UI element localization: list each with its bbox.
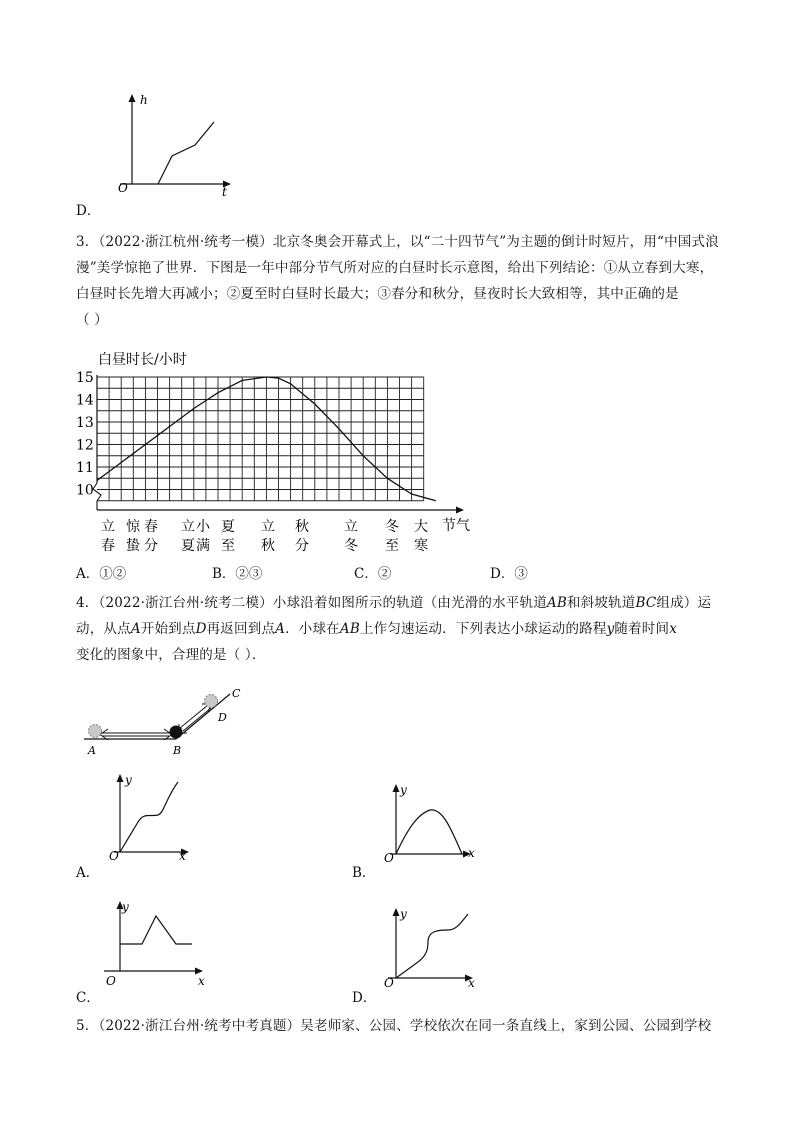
q3-option-b-value: ②③ bbox=[235, 566, 263, 582]
x-tick-label-bottom: 满 bbox=[196, 538, 210, 554]
x-tick-label-top: 春 bbox=[144, 519, 158, 535]
chart-x-axis-label: 节气 bbox=[442, 518, 470, 534]
q4-option-a-label[interactable]: A． bbox=[76, 865, 100, 881]
chart-x-labels bbox=[101, 518, 428, 554]
q4-option-a-graph bbox=[100, 770, 200, 860]
x-tick-label-top: 大 bbox=[414, 519, 428, 535]
q4-stem-1a: 小球沿着如图所示的轨道（由光滑的水平轨道 bbox=[272, 595, 547, 611]
q3-option-d-label: D． bbox=[490, 566, 515, 582]
q4-stem-2c: 再返回到点 bbox=[206, 621, 276, 637]
y-axis-arrow bbox=[393, 784, 400, 792]
origin-label: O bbox=[384, 976, 394, 990]
origin-label: O bbox=[106, 974, 116, 988]
y-tick-label: 14 bbox=[76, 392, 94, 409]
q3-option-a[interactable] bbox=[76, 562, 126, 582]
q4-ab-2: AB bbox=[339, 621, 360, 637]
q3-source: （2022·浙江杭州·统考一模） bbox=[98, 234, 273, 250]
q4-point-a-2: A bbox=[275, 621, 286, 637]
q3-option-a-value: ①② bbox=[99, 566, 127, 582]
x-tick-label-top: 冬 bbox=[385, 519, 399, 535]
q4-stem-2e: 上作匀速运动．下列表达小球运动的路程 bbox=[359, 621, 607, 637]
ball-at-a bbox=[89, 725, 102, 738]
q4-stem bbox=[76, 590, 726, 668]
x-tick-label-bottom: 分 bbox=[144, 538, 158, 554]
x-tick-label-bottom: 寒 bbox=[414, 538, 428, 554]
q3-option-c-value: ② bbox=[377, 566, 392, 582]
chart-grid bbox=[97, 377, 424, 501]
q3-option-d-value: ③ bbox=[514, 566, 528, 582]
y-axis-arrow bbox=[117, 774, 124, 782]
q5-number: 5． bbox=[76, 1018, 99, 1034]
x-tick-label-bottom: 分 bbox=[295, 538, 309, 554]
chart-x-axis-arrow bbox=[456, 507, 464, 514]
graph-b-curve bbox=[396, 810, 462, 854]
x-tick-label-top: 秋 bbox=[295, 519, 309, 535]
q4-stem-2a: 动，从点 bbox=[76, 621, 131, 637]
graph-c-curve bbox=[120, 916, 192, 944]
q3-line-1 bbox=[76, 229, 726, 255]
q4-option-d-graph bbox=[378, 902, 488, 992]
origin-label: O bbox=[118, 181, 128, 195]
x-axis-label: x bbox=[468, 846, 475, 860]
q3-line-3: 白昼时长先增大再减小；②夏至时白昼时长最大；③春分和秋分，昼夜时长大致相等，其中正确的是 bbox=[76, 286, 679, 302]
chart-axis-break bbox=[93, 483, 101, 510]
q3-option-d[interactable] bbox=[490, 562, 528, 582]
x-tick-label-top: 立 bbox=[261, 519, 275, 535]
q4-track-diagram bbox=[80, 688, 260, 760]
x-tick-label-bottom: 至 bbox=[221, 538, 235, 554]
q4-stem-2b: 开始到点 bbox=[140, 621, 196, 637]
y-tick-label: 15 bbox=[76, 370, 94, 386]
q3-option-a-label: A． bbox=[76, 566, 100, 582]
q4-stem-2f: 随着时间 bbox=[614, 621, 670, 637]
graph-a-curve bbox=[120, 782, 178, 852]
q4-point-d: D bbox=[195, 621, 207, 637]
chart-y-ticks bbox=[76, 370, 94, 499]
graph-d-curve bbox=[158, 122, 214, 184]
q4-line-3: 变化的图象中，合理的是（ ）． bbox=[76, 647, 266, 663]
q4-stem-2d: ．小球在 bbox=[285, 621, 340, 637]
x-tick-label-bottom: 春 bbox=[101, 538, 115, 554]
q3-stem bbox=[76, 229, 726, 333]
q3-line-2: 漫”美学惊艳了世界．下图是一年中部分节气所对应的白昼时长示意图，给出下列结论：①从立春到大寒， bbox=[76, 260, 714, 276]
y-tick-label: 13 bbox=[76, 415, 94, 431]
q4-number: 4． bbox=[76, 595, 99, 611]
label-d: D bbox=[218, 711, 227, 724]
origin-label: O bbox=[384, 851, 394, 864]
daylight-chart bbox=[76, 345, 496, 555]
x-tick-label-bottom: 夏 bbox=[181, 538, 195, 554]
x-tick-label-bottom: 蛰 bbox=[126, 538, 140, 554]
ball-at-d bbox=[205, 695, 218, 708]
q3-number: 3． bbox=[76, 234, 99, 250]
x-tick-label-top: 立 bbox=[181, 519, 195, 535]
q4-var-y: y bbox=[606, 621, 615, 637]
q5-stem-1: 吴老师家、公园、学校依次在同一条直线上，家到公园、公园到学校 bbox=[300, 1018, 712, 1034]
q4-bc: BC bbox=[635, 595, 657, 611]
y-axis-label: y bbox=[122, 900, 129, 914]
x-axis-label: t bbox=[222, 185, 227, 198]
graph-d-curve bbox=[396, 914, 468, 978]
x-tick-label-top: 立 bbox=[344, 519, 358, 535]
x-tick-label-bottom: 冬 bbox=[344, 538, 358, 554]
label-b: B bbox=[173, 744, 182, 757]
y-tick-label: 12 bbox=[76, 437, 94, 454]
ball-at-b bbox=[170, 726, 183, 739]
x-tick-label-top: 立 bbox=[101, 519, 115, 535]
x-tick-label-top: 小 bbox=[196, 519, 210, 535]
q4-var-x: x bbox=[669, 621, 678, 637]
origin-label: O bbox=[109, 849, 119, 860]
y-axis-label: y bbox=[400, 783, 407, 797]
y-tick-label: 11 bbox=[76, 460, 94, 476]
q4-stem-1c: 组成）运 bbox=[656, 595, 712, 611]
q5-line-1 bbox=[76, 1013, 726, 1039]
q3-stem-1: 北京冬奥会开幕式上，以“二十四节气”为主题的倒计时短片，用“中国式浪 bbox=[272, 234, 719, 250]
q3-option-c[interactable] bbox=[354, 562, 391, 582]
y-axis-label: y bbox=[125, 773, 132, 787]
chart-y-axis-label: 白昼时长/小时 bbox=[98, 352, 187, 368]
q4-option-c-graph bbox=[100, 895, 210, 990]
x-tick-label-bottom: 至 bbox=[385, 538, 399, 554]
q3-option-c-label: C． bbox=[354, 566, 378, 582]
x-axis-label: x bbox=[179, 849, 186, 860]
q4-option-d-label[interactable]: D． bbox=[352, 990, 377, 1006]
q3-option-b[interactable] bbox=[212, 562, 262, 582]
q5-stem bbox=[76, 1013, 726, 1039]
q4-line-1 bbox=[76, 590, 726, 616]
q4-stem-1b: 和斜坡轨道 bbox=[566, 595, 636, 611]
x-tick-label-bottom: 秋 bbox=[261, 538, 275, 554]
q4-option-b-label[interactable]: B． bbox=[352, 865, 376, 881]
q3-options bbox=[76, 562, 636, 582]
x-axis-label: x bbox=[468, 976, 475, 990]
x-axis-label: x bbox=[198, 974, 205, 988]
q4-option-c-label[interactable]: C． bbox=[76, 990, 100, 1006]
y-axis-label: h bbox=[140, 93, 148, 107]
q3-option-b-label: B． bbox=[212, 566, 236, 582]
q4-option-b-graph bbox=[378, 780, 478, 864]
label-c: C bbox=[232, 688, 241, 700]
q4-line-2 bbox=[76, 616, 726, 642]
label-a: A bbox=[88, 744, 96, 757]
x-tick-label-top: 惊 bbox=[126, 519, 140, 535]
q4-source: （2022·浙江台州·统考二模） bbox=[98, 595, 273, 611]
x-tick-label-top: 夏 bbox=[221, 519, 235, 535]
q4-ab: AB bbox=[546, 595, 567, 611]
y-axis-label: y bbox=[400, 907, 407, 921]
arrow-bd-2 bbox=[183, 708, 211, 731]
y-tick-label: 10 bbox=[76, 482, 94, 499]
y-axis-arrow bbox=[393, 908, 400, 916]
q5-source: （2022·浙江台州·统考中考真题） bbox=[98, 1018, 301, 1034]
q3-answer-blank: （ ） bbox=[76, 312, 108, 328]
q2-option-d-graph bbox=[100, 90, 240, 198]
y-axis-arrow bbox=[129, 94, 136, 102]
q2-option-d-label: D． bbox=[76, 203, 101, 219]
q4-point-a: A bbox=[130, 621, 141, 637]
